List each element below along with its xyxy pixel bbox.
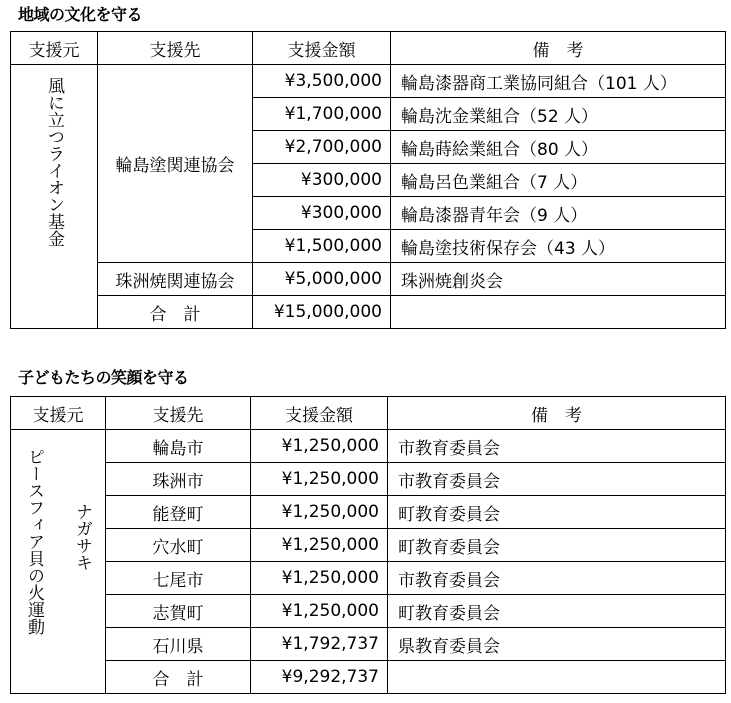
note-cell: 町教育委員会 bbox=[388, 496, 726, 529]
note-cell: 輪島塗技術保存会（43 人） bbox=[391, 230, 726, 263]
recipient-cell: 志賀町 bbox=[106, 595, 251, 628]
source-name-line2: ピースフィア貝の火運動 bbox=[24, 448, 44, 635]
amount-cell: ¥2,700,000 bbox=[253, 131, 391, 164]
amount-cell: ¥300,000 bbox=[253, 164, 391, 197]
total-amount: ¥15,000,000 bbox=[253, 296, 391, 329]
header-notes: 備 考 bbox=[391, 32, 726, 65]
amount-cell: ¥1,250,000 bbox=[251, 430, 388, 463]
table-row bbox=[11, 529, 726, 562]
header-recipient: 支援先 bbox=[98, 32, 253, 65]
amount-cell: ¥300,000 bbox=[253, 197, 391, 230]
source-name bbox=[11, 438, 105, 635]
table-row bbox=[11, 463, 726, 496]
header-source: 支援元 bbox=[11, 32, 98, 65]
source-name: 風に立つライオン基金 bbox=[44, 77, 64, 247]
amount-cell: ¥1,250,000 bbox=[251, 562, 388, 595]
children-support-table bbox=[10, 396, 726, 694]
table-header-row bbox=[11, 32, 726, 65]
table-row bbox=[11, 430, 726, 463]
recipient-cell: 石川県 bbox=[106, 628, 251, 661]
total-row bbox=[11, 296, 726, 329]
table-row bbox=[11, 628, 726, 661]
table-row bbox=[11, 65, 726, 98]
note-cell: 県教育委員会 bbox=[388, 628, 726, 661]
note-cell: 輪島漆器商工業協同組合（101 人） bbox=[391, 65, 726, 98]
table-row bbox=[11, 263, 726, 296]
amount-cell: ¥1,250,000 bbox=[251, 463, 388, 496]
note-cell: 輪島呂色業組合（7 人） bbox=[391, 164, 726, 197]
header-amount: 支援金額 bbox=[253, 32, 391, 65]
section2-title: 子どもたちの笑顔を守る bbox=[18, 368, 189, 387]
total-label: 合 計 bbox=[98, 296, 253, 329]
recipient-cell: 穴水町 bbox=[106, 529, 251, 562]
note-cell: 珠洲焼創炎会 bbox=[391, 263, 726, 296]
header-source: 支援元 bbox=[11, 397, 106, 430]
recipient-cell: 珠洲焼関連協会 bbox=[98, 263, 253, 296]
recipient-cell: 輪島塗関連協会 bbox=[98, 65, 253, 263]
section1-title: 地域の文化を守る bbox=[18, 5, 143, 24]
note-cell: 輪島蒔絵業組合（80 人） bbox=[391, 131, 726, 164]
note-cell: 市教育委員会 bbox=[388, 430, 726, 463]
amount-cell: ¥5,000,000 bbox=[253, 263, 391, 296]
table-row bbox=[11, 562, 726, 595]
amount-cell: ¥3,500,000 bbox=[253, 65, 391, 98]
amount-cell: ¥1,792,737 bbox=[251, 628, 388, 661]
note-cell: 市教育委員会 bbox=[388, 562, 726, 595]
header-recipient: 支援先 bbox=[106, 397, 251, 430]
recipient-cell: 輪島市 bbox=[106, 430, 251, 463]
total-label: 合 計 bbox=[106, 661, 251, 694]
source-cell bbox=[11, 65, 98, 329]
table-header-row bbox=[11, 397, 726, 430]
note-cell: 市教育委員会 bbox=[388, 463, 726, 496]
note-cell: 町教育委員会 bbox=[388, 529, 726, 562]
total-row bbox=[11, 661, 726, 694]
header-notes: 備 考 bbox=[388, 397, 726, 430]
recipient-cell: 七尾市 bbox=[106, 562, 251, 595]
source-cell bbox=[11, 430, 106, 694]
table-row bbox=[11, 595, 726, 628]
total-amount: ¥9,292,737 bbox=[251, 661, 388, 694]
amount-cell: ¥1,250,000 bbox=[251, 595, 388, 628]
recipient-cell: 能登町 bbox=[106, 496, 251, 529]
header-amount: 支援金額 bbox=[251, 397, 388, 430]
amount-cell: ¥1,250,000 bbox=[251, 496, 388, 529]
note-cell: 町教育委員会 bbox=[388, 595, 726, 628]
amount-cell: ¥1,700,000 bbox=[253, 98, 391, 131]
source-name-line1: ナガサキ bbox=[72, 502, 92, 571]
total-note-cell bbox=[391, 296, 726, 329]
note-cell: 輪島沈金業組合（52 人） bbox=[391, 98, 726, 131]
recipient-cell: 珠洲市 bbox=[106, 463, 251, 496]
total-note-cell bbox=[388, 661, 726, 694]
amount-cell: ¥1,250,000 bbox=[251, 529, 388, 562]
table-row bbox=[11, 496, 726, 529]
note-cell: 輪島漆器青年会（9 人） bbox=[391, 197, 726, 230]
amount-cell: ¥1,500,000 bbox=[253, 230, 391, 263]
culture-support-table bbox=[10, 31, 726, 329]
